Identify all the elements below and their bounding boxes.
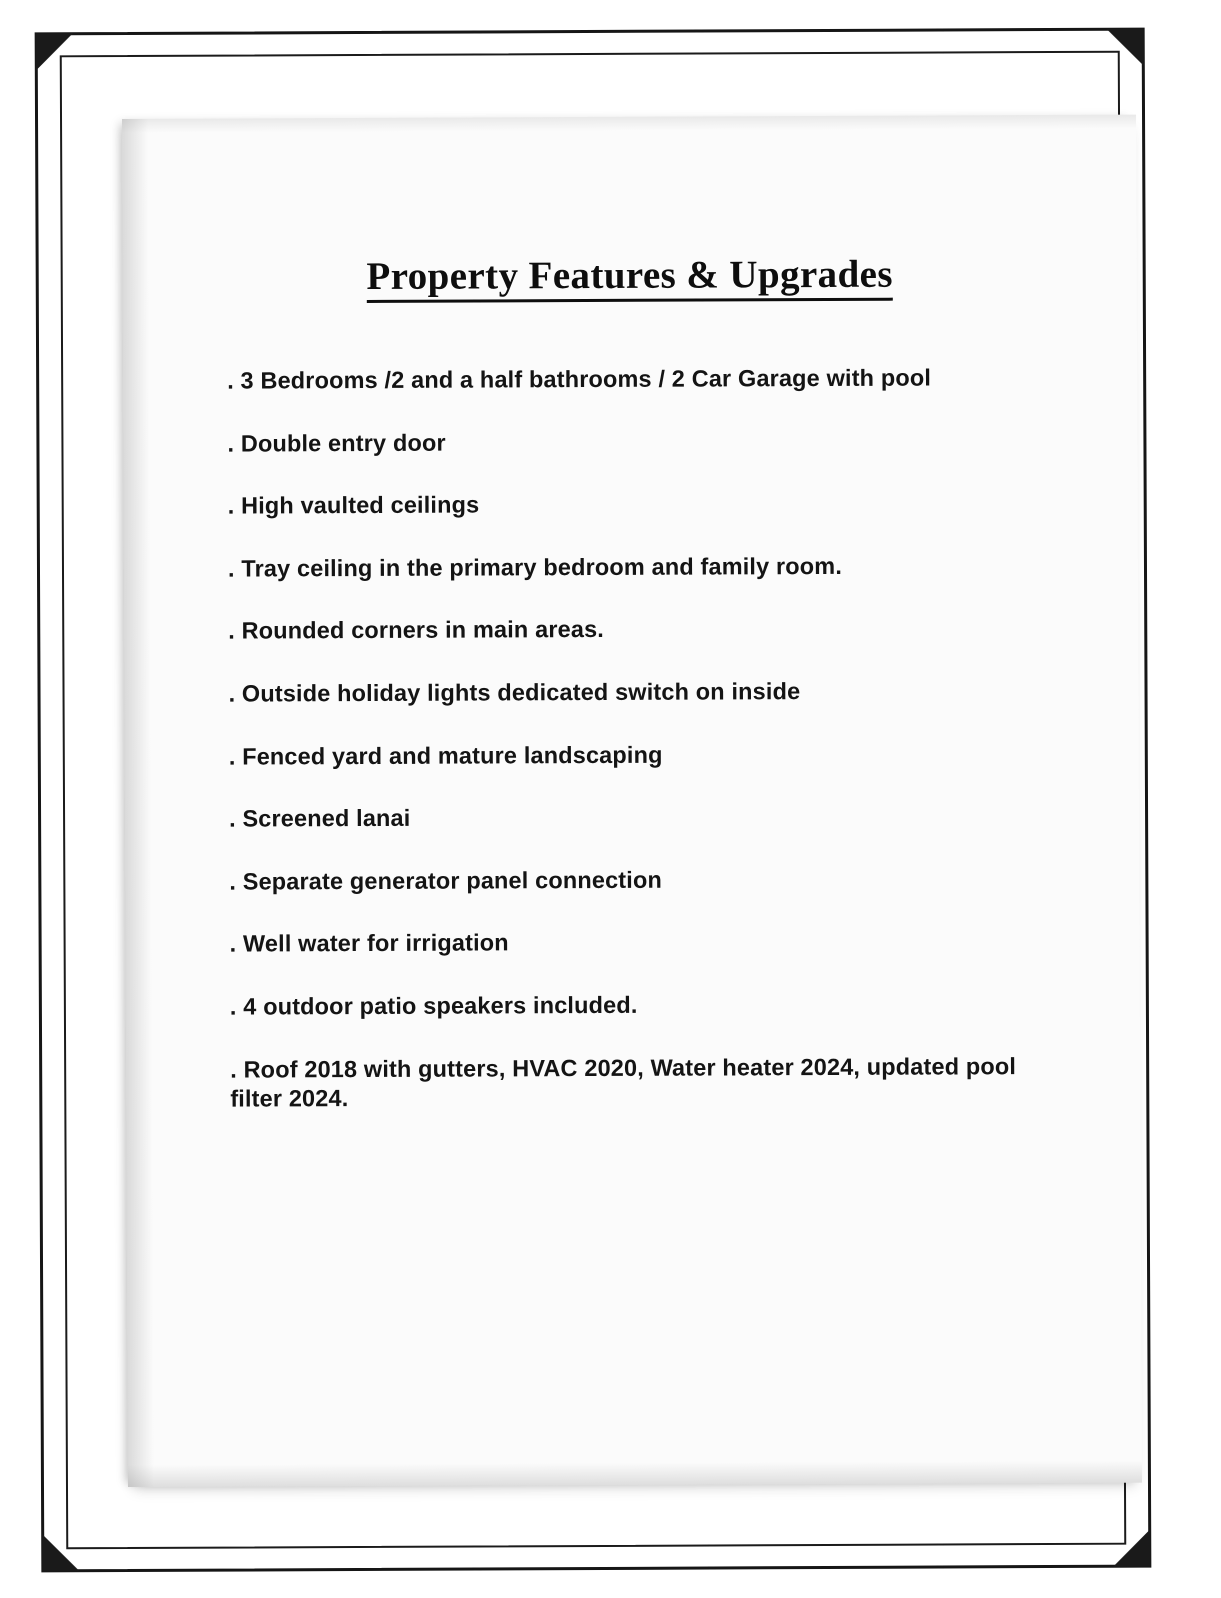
- features-list: [227, 363, 1066, 1115]
- list-item: . 3 Bedrooms /2 and a half bathrooms / 2 Car Garage with pool: [227, 364, 932, 394]
- paper-shadow-bottom: [128, 1461, 1142, 1487]
- list-item: . Tray ceiling in the primary bedroom and family room.: [227, 552, 843, 582]
- list-item: . Fenced yard and mature landscaping: [228, 741, 663, 770]
- list-item: . Outside holiday lights dedicated switch on inside: [228, 678, 801, 707]
- list-item: . Separate generator panel connection: [229, 866, 662, 895]
- list-item: . High vaulted ceilings: [227, 491, 480, 519]
- list-item: . Double entry door: [227, 429, 446, 457]
- document-frame: [35, 28, 1152, 1573]
- list-item: . Roof 2018 with gutters, HVAC 2020, Water heater 2024, updated pool filter 2024.: [230, 1052, 1017, 1112]
- list-item: . Well water for irrigation: [229, 929, 509, 958]
- paper-shadow-left: [122, 119, 154, 1487]
- paper-sheet: [122, 115, 1142, 1487]
- list-item: . Screened lanai: [229, 805, 411, 832]
- page-title: [123, 251, 1137, 300]
- list-item: . Rounded corners in main areas.: [228, 616, 604, 645]
- list-item: . 4 outdoor patio speakers included.: [229, 991, 638, 1020]
- page-title-text: Property Features & Upgrades: [366, 253, 893, 303]
